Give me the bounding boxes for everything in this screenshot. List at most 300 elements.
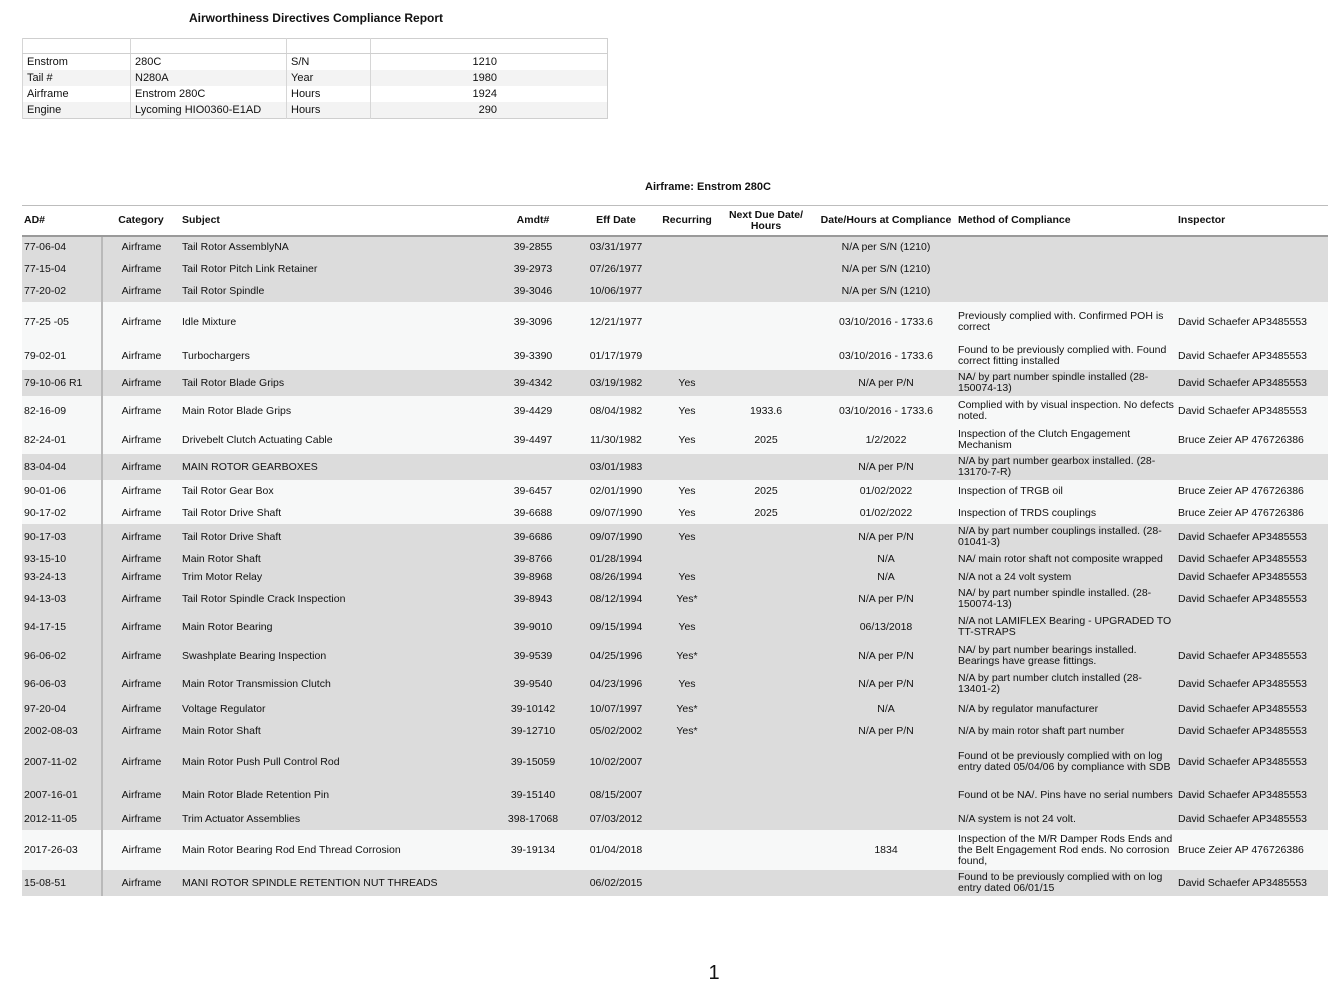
cell-amendment: 39-8766 [492,550,574,568]
cell-amendment: 39-15140 [492,782,574,808]
info-row [23,54,608,71]
cell-recurring [658,550,716,568]
info-field: Year [287,70,371,86]
cell-amendment: 39-19134 [492,830,574,870]
cell-category: Airframe [102,480,180,502]
cell-method-of-compliance: N/A not a 24 volt system [956,568,1176,586]
cell-compliance-date: N/A per P/N [816,586,956,612]
cell-category: Airframe [102,782,180,808]
cell-method-of-compliance: Inspection of TRDS couplings [956,502,1176,524]
cell-recurring: Yes [658,524,716,550]
cell-amendment: 39-3096 [492,302,574,342]
cell-next-due [716,808,816,830]
cell-inspector: David Schaefer AP3485553 [1176,870,1328,896]
cell-category: Airframe [102,502,180,524]
cell-effective-date: 03/01/1983 [574,454,658,480]
cell-inspector: David Schaefer AP3485553 [1176,698,1328,720]
cell-amendment: 39-10142 [492,698,574,720]
cell-amendment: 39-8968 [492,568,574,586]
table-row [22,396,1328,426]
cell-recurring [658,808,716,830]
cell-next-due [716,698,816,720]
cell-method-of-compliance: NA/ main rotor shaft not composite wrapped [956,550,1176,568]
table-row [22,502,1328,524]
cell-compliance-date: 03/10/2016 - 1733.6 [816,302,956,342]
ad-compliance-table [22,205,1328,896]
cell-method-of-compliance: Found to be previously complied with. Found correct fitting installed [956,342,1176,370]
info-header-row [23,39,608,54]
cell-ad-number: 90-17-03 [22,524,102,550]
cell-category: Airframe [102,742,180,782]
table-row [22,742,1328,782]
cell-recurring: Yes [658,568,716,586]
cell-category: Airframe [102,670,180,698]
cell-inspector: David Schaefer AP3485553 [1176,808,1328,830]
cell-next-due: 2025 [716,480,816,502]
cell-next-due [716,612,816,642]
cell-subject: Main Rotor Blade Retention Pin [180,782,492,808]
info-label: Enstrom [23,54,131,71]
info-label: Engine [23,102,131,119]
cell-inspector: David Schaefer AP3485553 [1176,396,1328,426]
cell-effective-date: 07/26/1977 [574,258,658,280]
info-value: Enstrom 280C [131,86,287,102]
cell-next-due [716,302,816,342]
cell-recurring [658,258,716,280]
cell-next-due: 2025 [716,502,816,524]
info-number: 1980 [371,70,608,86]
cell-next-due [716,568,816,586]
cell-next-due [716,720,816,742]
cell-compliance-date: 1/2/2022 [816,426,956,454]
cell-method-of-compliance [956,258,1176,280]
column-header-compliance-date: Date/Hours at Compliance [816,206,956,237]
cell-effective-date: 11/30/1982 [574,426,658,454]
cell-subject: Tail Rotor AssemblyNA [180,236,492,258]
cell-ad-number: 90-17-02 [22,502,102,524]
cell-ad-number: 2017-26-03 [22,830,102,870]
cell-recurring: Yes* [658,720,716,742]
cell-compliance-date: N/A per S/N (1210) [816,258,956,280]
cell-recurring: Yes* [658,698,716,720]
table-row [22,480,1328,502]
cell-compliance-date: N/A [816,698,956,720]
table-row [22,342,1328,370]
cell-recurring: Yes* [658,642,716,670]
cell-method-of-compliance: Found ot be previously complied with on log entry dated 05/04/06 by compliance with SDB [956,742,1176,782]
cell-next-due [716,280,816,302]
cell-ad-number: 83-04-04 [22,454,102,480]
cell-subject: Trim Actuator Assemblies [180,808,492,830]
info-number: 1924 [371,86,608,102]
table-row [22,642,1328,670]
cell-method-of-compliance: Inspection of TRGB oil [956,480,1176,502]
cell-inspector: David Schaefer AP3485553 [1176,782,1328,808]
cell-next-due [716,870,816,896]
cell-amendment: 39-6457 [492,480,574,502]
cell-effective-date: 07/03/2012 [574,808,658,830]
cell-ad-number: 2012-11-05 [22,808,102,830]
cell-amendment: 39-12710 [492,720,574,742]
column-header-category: Category [102,206,180,237]
cell-recurring: Yes* [658,586,716,612]
cell-compliance-date: 03/10/2016 - 1733.6 [816,396,956,426]
cell-method-of-compliance: Complied with by visual inspection. No defects noted. [956,396,1176,426]
cell-compliance-date: N/A [816,550,956,568]
cell-ad-number: 93-15-10 [22,550,102,568]
cell-next-due [716,642,816,670]
cell-compliance-date: 01/02/2022 [816,480,956,502]
cell-next-due: 2025 [716,426,816,454]
cell-inspector [1176,258,1328,280]
cell-ad-number: 77-20-02 [22,280,102,302]
cell-method-of-compliance: N/A not LAMIFLEX Bearing - UPGRADED TO TT-STRAPS [956,612,1176,642]
cell-effective-date: 02/01/1990 [574,480,658,502]
cell-category: Airframe [102,454,180,480]
cell-category: Airframe [102,720,180,742]
cell-effective-date: 09/15/1994 [574,612,658,642]
cell-effective-date: 01/04/2018 [574,830,658,870]
cell-compliance-date: N/A [816,568,956,586]
cell-compliance-date: N/A per S/N (1210) [816,236,956,258]
cell-effective-date: 04/23/1996 [574,670,658,698]
page-number: 1 [708,962,720,984]
cell-recurring: Yes [658,396,716,426]
table-row [22,586,1328,612]
cell-inspector: David Schaefer AP3485553 [1176,524,1328,550]
column-header-next-due: Next Due Date/ Hours [716,206,816,237]
cell-subject: Tail Rotor Pitch Link Retainer [180,258,492,280]
cell-inspector: Bruce Zeier AP 476726386 [1176,426,1328,454]
cell-ad-number: 97-20-04 [22,698,102,720]
info-value: N280A [131,70,287,86]
table-row [22,236,1328,258]
cell-effective-date: 12/21/1977 [574,302,658,342]
cell-ad-number: 79-02-01 [22,342,102,370]
cell-ad-number: 77-06-04 [22,236,102,258]
column-header-recurring: Recurring [658,206,716,237]
cell-next-due [716,782,816,808]
section-title: Airframe: Enstrom 280C [645,181,771,193]
cell-subject: Turbochargers [180,342,492,370]
info-field: Hours [287,86,371,102]
cell-inspector: David Schaefer AP3485553 [1176,642,1328,670]
cell-subject: Tail Rotor Blade Grips [180,370,492,396]
cell-inspector [1176,454,1328,480]
cell-amendment [492,870,574,896]
column-header-amendment: Amdt# [492,206,574,237]
cell-recurring [658,302,716,342]
cell-ad-number: 77-25 -05 [22,302,102,342]
column-header-method-of-compliance: Method of Compliance [956,206,1176,237]
table-row [22,258,1328,280]
cell-subject: Idle Mixture [180,302,492,342]
cell-category: Airframe [102,568,180,586]
cell-subject: Main Rotor Blade Grips [180,396,492,426]
cell-next-due [716,258,816,280]
cell-inspector: David Schaefer AP3485553 [1176,568,1328,586]
cell-effective-date: 03/31/1977 [574,236,658,258]
cell-next-due [716,830,816,870]
cell-recurring: Yes [658,612,716,642]
cell-effective-date: 09/07/1990 [574,502,658,524]
cell-category: Airframe [102,830,180,870]
cell-ad-number: 94-17-15 [22,612,102,642]
info-value: Lycoming HIO0360-E1AD [131,102,287,119]
cell-amendment: 39-4497 [492,426,574,454]
table-row [22,568,1328,586]
cell-next-due [716,670,816,698]
table-header-row [22,206,1328,237]
cell-recurring [658,280,716,302]
cell-category: Airframe [102,258,180,280]
cell-effective-date: 01/17/1979 [574,342,658,370]
cell-subject: Tail Rotor Drive Shaft [180,502,492,524]
cell-ad-number: 79-10-06 R1 [22,370,102,396]
cell-effective-date: 09/07/1990 [574,524,658,550]
cell-effective-date: 10/02/2007 [574,742,658,782]
cell-recurring [658,870,716,896]
cell-inspector: Bruce Zeier AP 476726386 [1176,502,1328,524]
cell-category: Airframe [102,396,180,426]
cell-amendment: 39-6686 [492,524,574,550]
table-row [22,612,1328,642]
cell-subject: Trim Motor Relay [180,568,492,586]
cell-inspector: David Schaefer AP3485553 [1176,370,1328,396]
cell-compliance-date: N/A per P/N [816,370,956,396]
table-row [22,782,1328,808]
cell-recurring: Yes [658,502,716,524]
info-number: 290 [371,102,608,119]
cell-category: Airframe [102,524,180,550]
table-row [22,670,1328,698]
cell-ad-number: 2007-16-01 [22,782,102,808]
cell-recurring [658,830,716,870]
cell-ad-number: 93-24-13 [22,568,102,586]
cell-subject: Main Rotor Shaft [180,550,492,568]
cell-effective-date: 08/12/1994 [574,586,658,612]
cell-compliance-date: 03/10/2016 - 1733.6 [816,342,956,370]
cell-subject: Main Rotor Bearing Rod End Thread Corrosion [180,830,492,870]
cell-amendment [492,454,574,480]
cell-effective-date: 04/25/1996 [574,642,658,670]
cell-amendment: 39-3390 [492,342,574,370]
table-row [22,426,1328,454]
cell-next-due [716,550,816,568]
cell-amendment: 39-4342 [492,370,574,396]
cell-subject: Swashplate Bearing Inspection [180,642,492,670]
cell-effective-date: 03/19/1982 [574,370,658,396]
table-row [22,698,1328,720]
cell-effective-date: 08/15/2007 [574,782,658,808]
cell-amendment: 39-3046 [492,280,574,302]
cell-compliance-date: N/A per P/N [816,524,956,550]
cell-inspector: David Schaefer AP3485553 [1176,670,1328,698]
cell-ad-number: 2007-11-02 [22,742,102,782]
cell-method-of-compliance: Found to be previously complied with on log entry dated 06/01/15 [956,870,1176,896]
cell-method-of-compliance: NA/ by part number spindle installed (28-150074-13) [956,370,1176,396]
table-row [22,280,1328,302]
cell-ad-number: 82-16-09 [22,396,102,426]
cell-category: Airframe [102,870,180,896]
cell-next-due [716,742,816,782]
cell-next-due [716,454,816,480]
cell-inspector: Bruce Zeier AP 476726386 [1176,830,1328,870]
table-row [22,550,1328,568]
report-title: Airworthiness Directives Compliance Report [188,11,444,25]
cell-compliance-date [816,808,956,830]
cell-inspector: David Schaefer AP3485553 [1176,720,1328,742]
cell-category: Airframe [102,586,180,612]
cell-amendment: 39-6688 [492,502,574,524]
info-value: 280C [131,54,287,71]
cell-ad-number: 96-06-03 [22,670,102,698]
cell-compliance-date: 1834 [816,830,956,870]
column-header-subject: Subject [180,206,492,237]
cell-effective-date: 01/28/1994 [574,550,658,568]
cell-method-of-compliance: N/A by part number couplings installed. (28-01041-3) [956,524,1176,550]
cell-next-due: 1933.6 [716,396,816,426]
cell-next-due [716,370,816,396]
column-header-inspector: Inspector [1176,206,1328,237]
cell-category: Airframe [102,280,180,302]
cell-recurring [658,236,716,258]
cell-method-of-compliance: N/A by part number gearbox installed. (28-13170-7-R) [956,454,1176,480]
table-row [22,830,1328,870]
cell-method-of-compliance [956,280,1176,302]
cell-subject: Tail Rotor Gear Box [180,480,492,502]
cell-subject: Tail Rotor Spindle [180,280,492,302]
table-row [22,808,1328,830]
info-number: 1210 [371,54,608,71]
cell-category: Airframe [102,550,180,568]
cell-category: Airframe [102,698,180,720]
cell-amendment: 39-9540 [492,670,574,698]
cell-amendment: 39-2855 [492,236,574,258]
cell-category: Airframe [102,426,180,454]
cell-recurring [658,742,716,782]
cell-method-of-compliance: Previously complied with. Confirmed POH is correct [956,302,1176,342]
cell-amendment: 39-8943 [492,586,574,612]
cell-inspector: David Schaefer AP3485553 [1176,742,1328,782]
cell-recurring: Yes [658,426,716,454]
cell-ad-number: 77-15-04 [22,258,102,280]
cell-inspector [1176,236,1328,258]
table-row [22,524,1328,550]
info-row [23,70,608,86]
cell-inspector [1176,280,1328,302]
cell-next-due [716,524,816,550]
cell-effective-date: 05/02/2002 [574,720,658,742]
cell-effective-date: 08/04/1982 [574,396,658,426]
cell-subject: Drivebelt Clutch Actuating Cable [180,426,492,454]
table-row [22,720,1328,742]
cell-next-due [716,342,816,370]
cell-inspector: David Schaefer AP3485553 [1176,342,1328,370]
table-row [22,302,1328,342]
info-label: Airframe [23,86,131,102]
cell-compliance-date: N/A per S/N (1210) [816,280,956,302]
cell-subject: Tail Rotor Drive Shaft [180,524,492,550]
cell-ad-number: 82-24-01 [22,426,102,454]
info-row [23,86,608,102]
cell-method-of-compliance: NA/ by part number spindle installed. (28-150074-13) [956,586,1176,612]
cell-method-of-compliance: N/A by part number clutch installed (28-13401-2) [956,670,1176,698]
cell-effective-date: 06/02/2015 [574,870,658,896]
table-row [22,370,1328,396]
cell-subject: Main Rotor Shaft [180,720,492,742]
cell-method-of-compliance: N/A system is not 24 volt. [956,808,1176,830]
cell-method-of-compliance: N/A by main rotor shaft part number [956,720,1176,742]
cell-ad-number: 15-08-51 [22,870,102,896]
column-header-ad-number: AD# [22,206,102,237]
info-row [23,102,608,119]
cell-effective-date: 10/06/1977 [574,280,658,302]
cell-subject: MAIN ROTOR GEARBOXES [180,454,492,480]
cell-ad-number: 96-06-02 [22,642,102,670]
cell-method-of-compliance [956,236,1176,258]
cell-compliance-date: N/A per P/N [816,454,956,480]
cell-compliance-date: 06/13/2018 [816,612,956,642]
cell-method-of-compliance: Inspection of the M/R Damper Rods Ends and the Belt Engagement Rod ends. No corrosion found, [956,830,1176,870]
cell-inspector: David Schaefer AP3485553 [1176,550,1328,568]
column-header-effective-date: Eff Date [574,206,658,237]
cell-subject: Tail Rotor Spindle Crack Inspection [180,586,492,612]
cell-subject: Main Rotor Bearing [180,612,492,642]
cell-recurring [658,342,716,370]
cell-subject: Voltage Regulator [180,698,492,720]
cell-ad-number: 2002-08-03 [22,720,102,742]
info-field: S/N [287,54,371,71]
cell-category: Airframe [102,342,180,370]
cell-ad-number: 94-13-03 [22,586,102,612]
cell-inspector: David Schaefer AP3485553 [1176,302,1328,342]
cell-recurring: Yes [658,480,716,502]
cell-effective-date: 08/26/1994 [574,568,658,586]
cell-method-of-compliance: N/A by regulator manufacturer [956,698,1176,720]
cell-ad-number: 90-01-06 [22,480,102,502]
cell-amendment: 39-15059 [492,742,574,782]
cell-subject: Main Rotor Transmission Clutch [180,670,492,698]
cell-category: Airframe [102,612,180,642]
info-field: Hours [287,102,371,119]
cell-compliance-date: N/A per P/N [816,670,956,698]
cell-recurring [658,782,716,808]
cell-compliance-date [816,782,956,808]
cell-category: Airframe [102,642,180,670]
cell-compliance-date [816,870,956,896]
cell-category: Airframe [102,370,180,396]
cell-next-due [716,586,816,612]
cell-category: Airframe [102,236,180,258]
cell-method-of-compliance: Found ot be NA/. Pins have no serial numbers [956,782,1176,808]
cell-recurring: Yes [658,370,716,396]
cell-category: Airframe [102,808,180,830]
cell-method-of-compliance: NA/ by part number bearings installed. Bearings have grease fittings. [956,642,1176,670]
cell-compliance-date [816,742,956,782]
cell-inspector [1176,612,1328,642]
cell-amendment: 39-9010 [492,612,574,642]
cell-amendment: 39-9539 [492,642,574,670]
cell-subject: Main Rotor Push Pull Control Rod [180,742,492,782]
info-label: Tail # [23,70,131,86]
cell-next-due [716,236,816,258]
table-row [22,870,1328,896]
cell-recurring: Yes [658,670,716,698]
cell-inspector: David Schaefer AP3485553 [1176,586,1328,612]
cell-compliance-date: 01/02/2022 [816,502,956,524]
cell-subject: MANI ROTOR SPINDLE RETENTION NUT THREADS [180,870,492,896]
